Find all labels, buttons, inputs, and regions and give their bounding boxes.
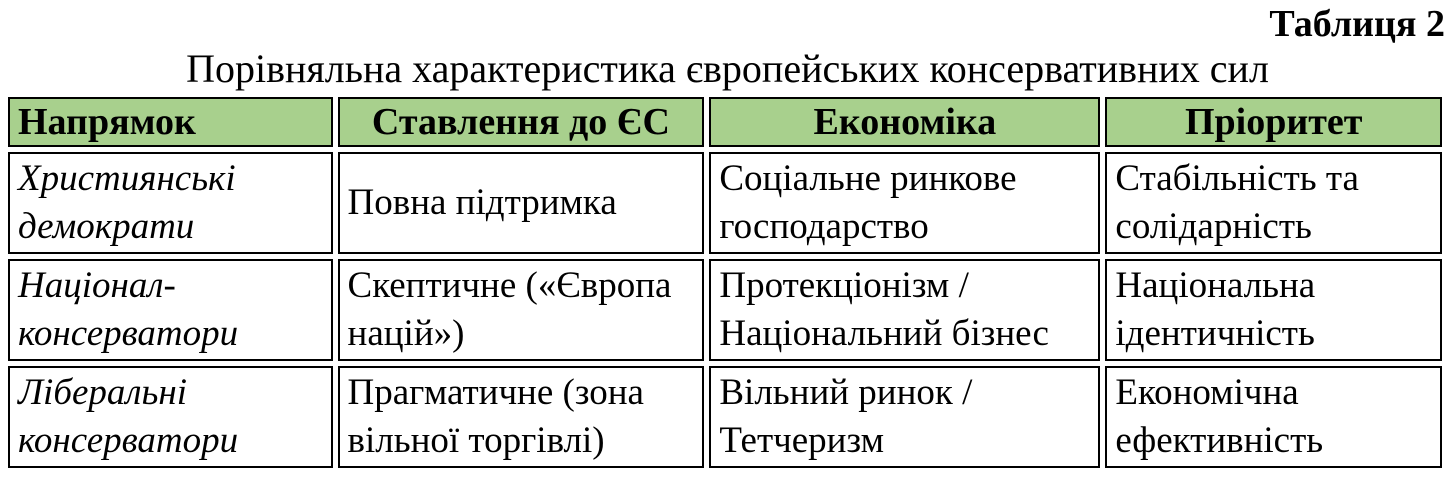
cell-direction: Націонал-консерватори: [8, 259, 333, 361]
cell-economy: Вільний ринок / Тетчеризм: [709, 366, 1100, 468]
table-number-label: Таблиця 2: [1269, 3, 1445, 45]
table-row-christian-democrats: [8, 152, 1442, 254]
cell-priority: Національна ідентичність: [1105, 259, 1442, 361]
table-row-liberal-conservatives: [8, 366, 1442, 468]
conservative-forces-comparison-table: [3, 92, 1447, 473]
cell-economy: Протекціонізм / Національний бізнес: [709, 259, 1100, 361]
header-eu-attitude: Ставлення до ЄС: [338, 97, 705, 147]
cell-economy: Соціальне ринкове господарство: [709, 152, 1100, 254]
header-row: [8, 97, 1442, 147]
cell-direction: Ліберальні консерватори: [8, 366, 333, 468]
cell-direction: Християнські демократи: [8, 152, 333, 254]
cell-eu-attitude: Повна підтримка: [338, 152, 705, 254]
cell-priority: Економічна ефективність: [1105, 366, 1442, 468]
cell-priority: Стабільність та солідарність: [1105, 152, 1442, 254]
cell-eu-attitude: Прагматичне (зона вільної торгівлі): [338, 366, 705, 468]
header-priority: Пріоритет: [1105, 97, 1442, 147]
table-row-national-conservatives: [8, 259, 1442, 361]
header-direction: Напрямок: [8, 97, 333, 147]
table-title: Порівняльна характеристика європейських консервативних сил: [186, 46, 1269, 91]
header-economy: Економіка: [709, 97, 1100, 147]
cell-eu-attitude: Скептичне («Європа націй»): [338, 259, 705, 361]
